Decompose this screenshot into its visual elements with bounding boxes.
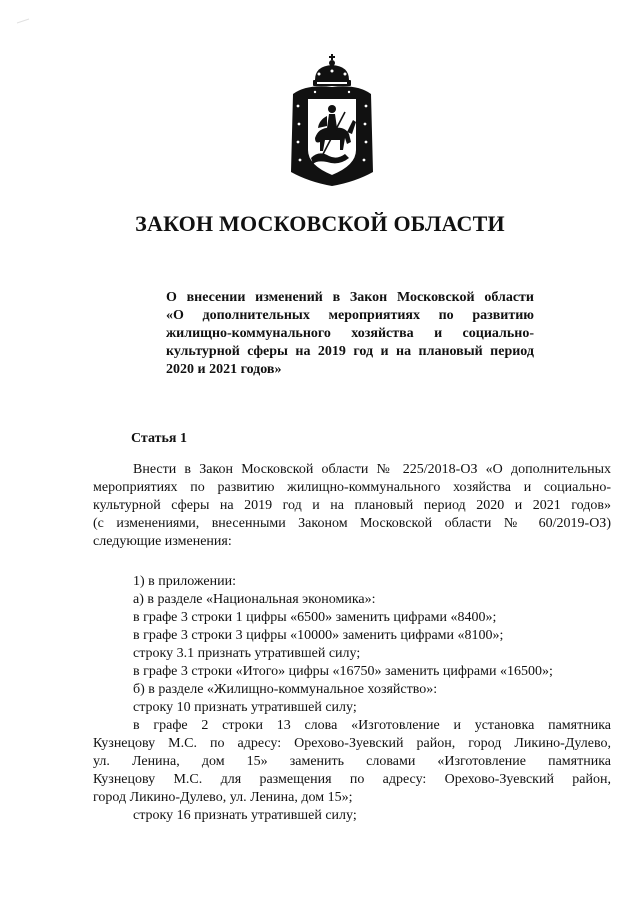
moscow-oblast-coat-of-arms-icon [285, 54, 379, 190]
amendment-line: б) в разделе «Жилищно-коммунальное хозяйство»: [133, 682, 438, 697]
amendment-line: а) в разделе «Национальная экономика»: [133, 592, 376, 607]
paragraph-13-line: в графе 2 строки 13 слова «Изготовление и установка памятника [133, 718, 611, 733]
intro-line: следующие изменения: [93, 534, 232, 549]
amendment-line: строку 3.1 признать утратившей силу; [133, 646, 361, 661]
amendment-line: 1) в приложении: [133, 574, 236, 589]
paragraph-13-line: Кузнецову М.С. по адресу: Орехово-Зуевский район, город Ликино-Дулево, [93, 736, 611, 751]
subject-line: 2020 и 2021 годов» [166, 362, 282, 377]
amendment-line: строку 16 признать утратившей силу; [133, 808, 357, 823]
paragraph-13-line: ул. Ленина, дом 15» заменить словами «Изготовление памятника [93, 754, 611, 769]
scan-mark [16, 18, 30, 24]
intro-line: (с изменениями, внесенными Законом Московской области № 60/2019-ОЗ) [93, 516, 611, 531]
amendment-line: в графе 3 строки 1 цифры «6500» заменить цифрами «8400»; [133, 610, 497, 625]
subject-line: культурной сферы на 2019 год и на плановый период [166, 344, 534, 359]
document-body [93, 461, 611, 825]
subject-line: О внесении изменений в Закон Московской области [166, 290, 534, 305]
intro-line: мероприятиях по развитию жилищно-коммунального хозяйства и социально- [93, 480, 611, 495]
subject-line: жилищно-коммунального хозяйства и социально- [166, 326, 534, 341]
paragraph-gap [93, 551, 611, 573]
article-title: Статья 1 [131, 431, 187, 446]
paragraph-13-line: Кузнецову М.С. для размещения по адресу: Орехово-Зуевский район, [93, 772, 611, 787]
document-title: ЗАКОН МОСКОВСКОЙ ОБЛАСТИ [135, 211, 505, 236]
intro-line: Внести в Закон Московской области № 225/2018-ОЗ «О дополнительных [133, 462, 611, 477]
amendment-line: в графе 3 строки 3 цифры «10000» заменить цифрами «8100»; [133, 628, 504, 643]
subject-line: «О дополнительных мероприятиях по развитию [166, 308, 534, 323]
amendment-line: в графе 3 строки «Итого» цифры «16750» заменить цифрами «16500»; [133, 664, 553, 679]
amendment-line: строку 10 признать утратившей силу; [133, 700, 357, 715]
law-subject [166, 289, 534, 379]
paragraph-13-line: город Ликино-Дулево, ул. Ленина, дом 15»; [93, 790, 353, 805]
intro-line: культурной сферы на 2019 год и на плановый период 2020 и 2021 годов» [93, 498, 611, 513]
